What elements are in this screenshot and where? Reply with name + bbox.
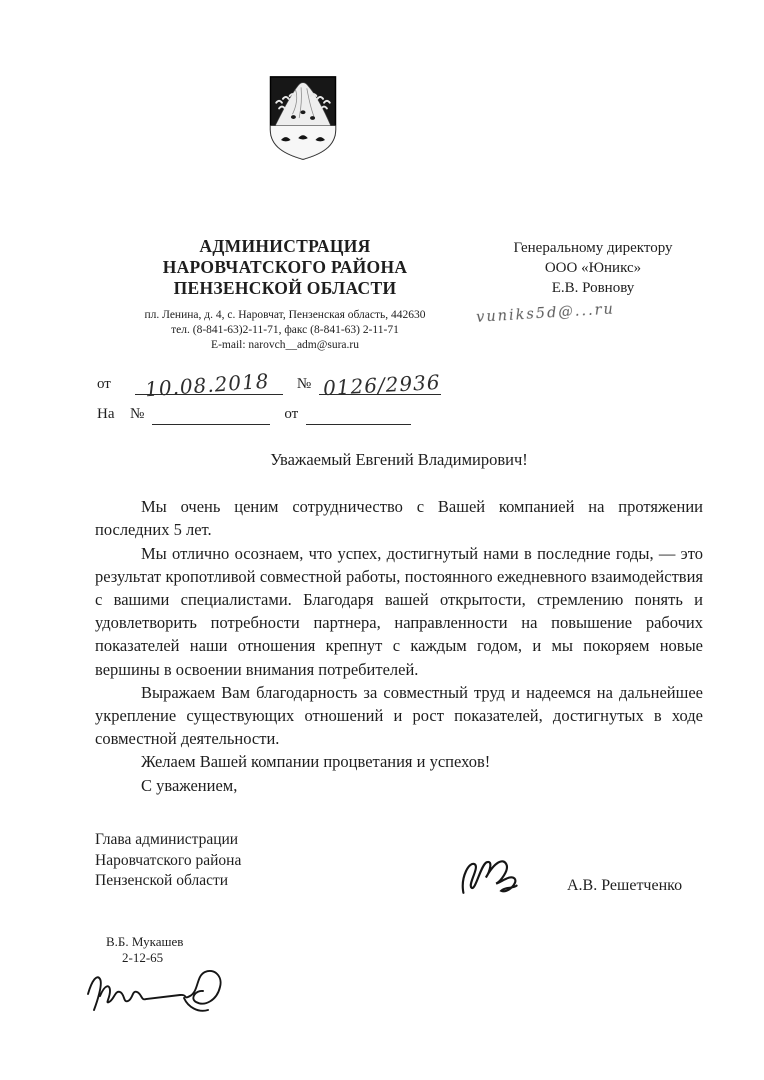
regards-line: С уважением, [141,775,238,795]
reference-block [97,368,477,432]
incoming-reference-row [97,402,477,432]
from-label: от [97,376,111,392]
paragraph-1: Мы очень ценим сотрудничество с Вашей компанией на протяжении последних 5 лет. [95,497,703,540]
contact-block [88,308,482,353]
email-address: E-mail: narovch__adm@sura.ru [211,339,359,351]
date-underline [135,368,283,402]
position-line2: Наровчатского района [95,851,242,869]
reply-label: На [97,406,115,422]
coat-of-arms-icon [266,74,340,162]
reply-from-label: от [284,406,299,422]
recipient-name: Е.В. Ровнову [551,280,635,296]
postal-address: пл. Ленина, д. 4, с. Наровчат, Пензенская область, 442630 [144,309,426,321]
executor-name: В.Б. Мукашев [106,934,184,949]
number-label: № [296,376,312,392]
signatory-position [95,830,241,892]
reply-number-label: № [130,406,145,422]
handwritten-email-note: vuniks5d@...ru [475,301,616,326]
handwritten-date: 10.08.2018 [144,368,271,402]
executor-phone: 2-12-65 [122,950,164,965]
recipient-block [466,238,720,298]
org-name-line1: АДМИНИСТРАЦИЯ [199,236,371,256]
head-signature-icon [453,854,529,900]
org-name-line3: ПЕНЗЕНСКОЙ ОБЛАСТИ [173,278,397,298]
reply-date-underline [306,402,411,425]
letterhead [88,236,482,353]
recipient-company: ООО «Юникс» [544,260,642,276]
handwritten-number: 0126/2936 [322,369,442,401]
recipient-title: Генеральному директору [513,240,673,256]
position-line3: Пензенской области [95,872,229,889]
phone-fax: тел. (8-841-63)2-11-71, факс (8-841-63) 2-11-71 [171,324,399,336]
number-underline [319,369,442,401]
wish-line: Желаем Вашей компании процветания и успехов! [141,752,491,772]
reply-number-underline [152,402,270,425]
signatory-name: А.В. Решетченко [567,877,683,894]
salutation: Уважаемый Евгений Владимирович! [270,450,528,469]
position-line1: Глава администрации [95,831,239,848]
paragraph-2: Мы отлично осознаем, что успех, достигнутый нами в последние годы, — это результат кропотливой совместной работы, постоянного ежедневного взаимодействия с вашими специалистами. Благодаря вашей открытости, стремлению понять и удовлетворить потребности партнера, направленности на повышение рабочих показателей наши отношения крепнут с каждым годом, и мы покоряем новые вершины в освоении внимания потребителей. [95,543,703,679]
executor-signature-icon [84,960,234,1018]
org-name-line2: НАРОВЧАТСКОГО РАЙОНА [162,257,408,277]
letter-body [95,448,703,797]
paragraph-3: Выражаем Вам благодарность за совместный труд и надеемся на дальнейшее укрепление существующих отношений и рост показателей, достигнутых в ходе совместной деятельности. [95,682,703,749]
outgoing-reference-row [97,368,477,402]
